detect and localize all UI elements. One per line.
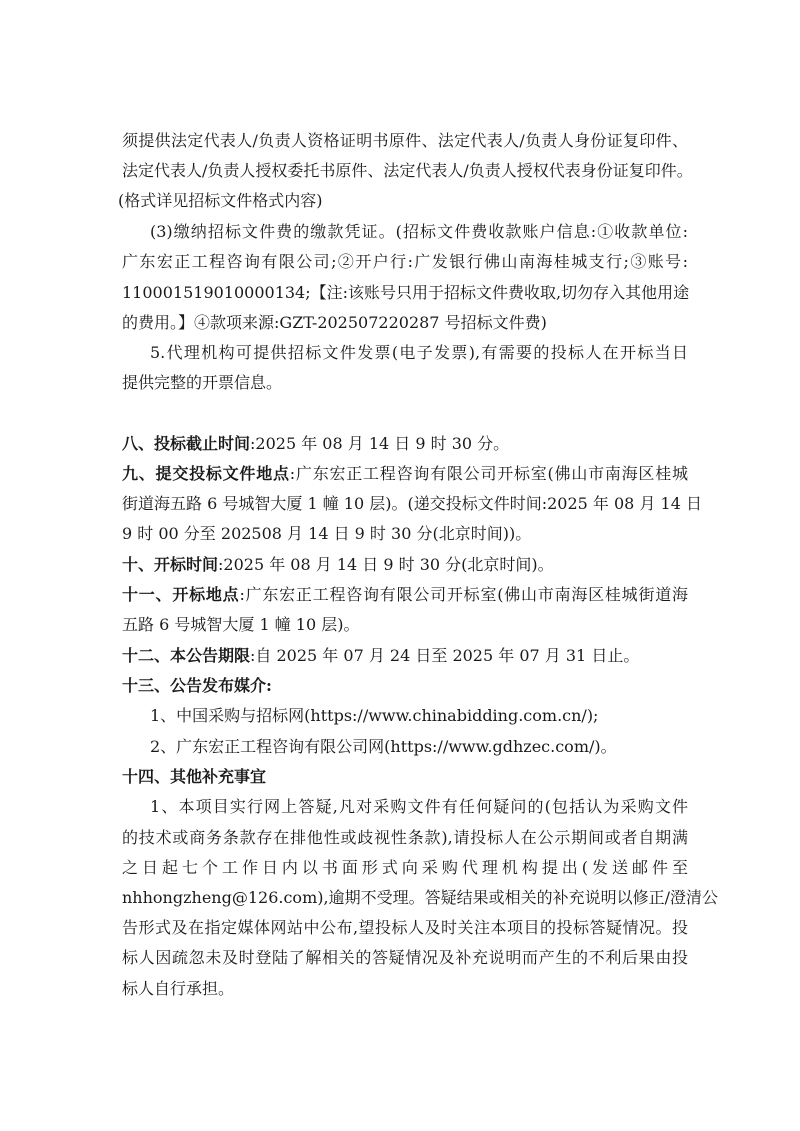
paragraph-line: 标人自行承担。: [122, 979, 235, 998]
paragraph-line: 5.代理机构可提供招标文件发票(电子发票),有需要的投标人在开标当日: [150, 343, 688, 362]
section-submission-location: 九、提交投标文件地点:广东宏正工程咨询有限公司开标室(佛山市南海区桂城: [122, 464, 688, 483]
section-label: 十一、开标地点: [122, 585, 240, 604]
section-label: 十二、本公告期限: [122, 646, 251, 665]
paragraph-line: [122, 283, 689, 303]
payment-source: 】④款项来源:GZT-202507220287 号招标文件费): [178, 313, 547, 332]
media-item: 2、广东宏正工程咨询有限公司网(https://www.gdhzec.com/)。: [150, 737, 617, 756]
paragraph-line: 提供完整的开票信息。: [122, 373, 283, 392]
media-item: 1、中国采购与招标网(https://www.chinabidding.com.cn/);: [150, 706, 599, 725]
paragraph-line: 9 时 00 分至 202508 月 14 日 9 时 30 分(北京时间))。: [122, 524, 532, 543]
section-label: 八、投标截止时间: [122, 434, 251, 453]
paragraph-line: 广东宏正工程咨询有限公司;②开户行:广发银行佛山南海桂城支行;③账号:: [122, 252, 688, 271]
account-note: 【注:该账号只用于招标文件费收取,切勿存入其他用途: [310, 283, 690, 302]
paragraph-line: 的技术或商务条款存在排他性或歧视性条款),请投标人在公示期间或者自期满: [122, 828, 688, 847]
section-label: 十、开标时间: [122, 555, 219, 574]
paragraph-line: nhhongzheng@126.com),逾期不受理。答疑结果或相关的补充说明以修正/澄清公: [122, 888, 718, 907]
paragraph-line: 标人因疏忽未及时登陆了解相关的答疑情况及补充说明而产生的不利后果由投: [122, 948, 688, 967]
section-opening-time: 十、开标时间:2025 年 08 月 14 日 9 时 30 分(北京时间)。: [122, 555, 554, 574]
section-label: 九、提交投标文件地点: [122, 464, 290, 483]
paragraph-line: 之日起七个工作日内以书面形式向采购代理机构提出(发送邮件至: [122, 858, 688, 877]
paragraph-line: 告形式及在指定媒体网站中公布,望投标人及时关注本项目的投标答疑情况。投: [122, 918, 688, 937]
paragraph-line: 街道海五路 6 号城智大厦 1 幢 10 层)。(递交投标文件时间:2025 年 08 月 14 日: [122, 494, 702, 513]
account-number: 110001519010000134;: [122, 283, 311, 302]
section-other-heading: 十四、其他补充事宜: [122, 767, 267, 786]
section-bid-deadline: 八、投标截止时间:2025 年 08 月 14 日 9 时 30 分。: [122, 434, 510, 453]
section-opening-location: 十一、开标地点:广东宏正工程咨询有限公司开标室(佛山市南海区桂城街道海: [122, 585, 688, 604]
paragraph-line: 1、本项目实行网上答疑,凡对采购文件有任何疑问的(包括认为采购文件: [150, 797, 688, 816]
paragraph-line: 五路 6 号城智大厦 1 幢 10 层)。: [122, 615, 360, 634]
paragraph-line: (3)缴纳招标文件费的缴款凭证。(招标文件费收款账户信息:①收款单位:: [150, 222, 688, 241]
paragraph-line: 法定代表人/负责人授权委托书原件、法定代表人/负责人授权代表身份证复印件。: [122, 161, 693, 180]
paragraph-line: 的费用。】④款项来源:GZT-202507220287 号招标文件费): [122, 313, 547, 332]
section-media-heading: 十三、公告发布媒介:: [122, 676, 272, 695]
paragraph-line: 须提供法定代表人/负责人资格证明书原件、法定代表人/负责人身份证复印件、: [122, 131, 688, 150]
section-notice-period: 十二、本公告期限:自 2025 年 07 月 24 日至 2025 年 07 月 31 日止。: [122, 646, 640, 665]
paragraph-line: (格式详见招标文件格式内容): [118, 191, 323, 210]
